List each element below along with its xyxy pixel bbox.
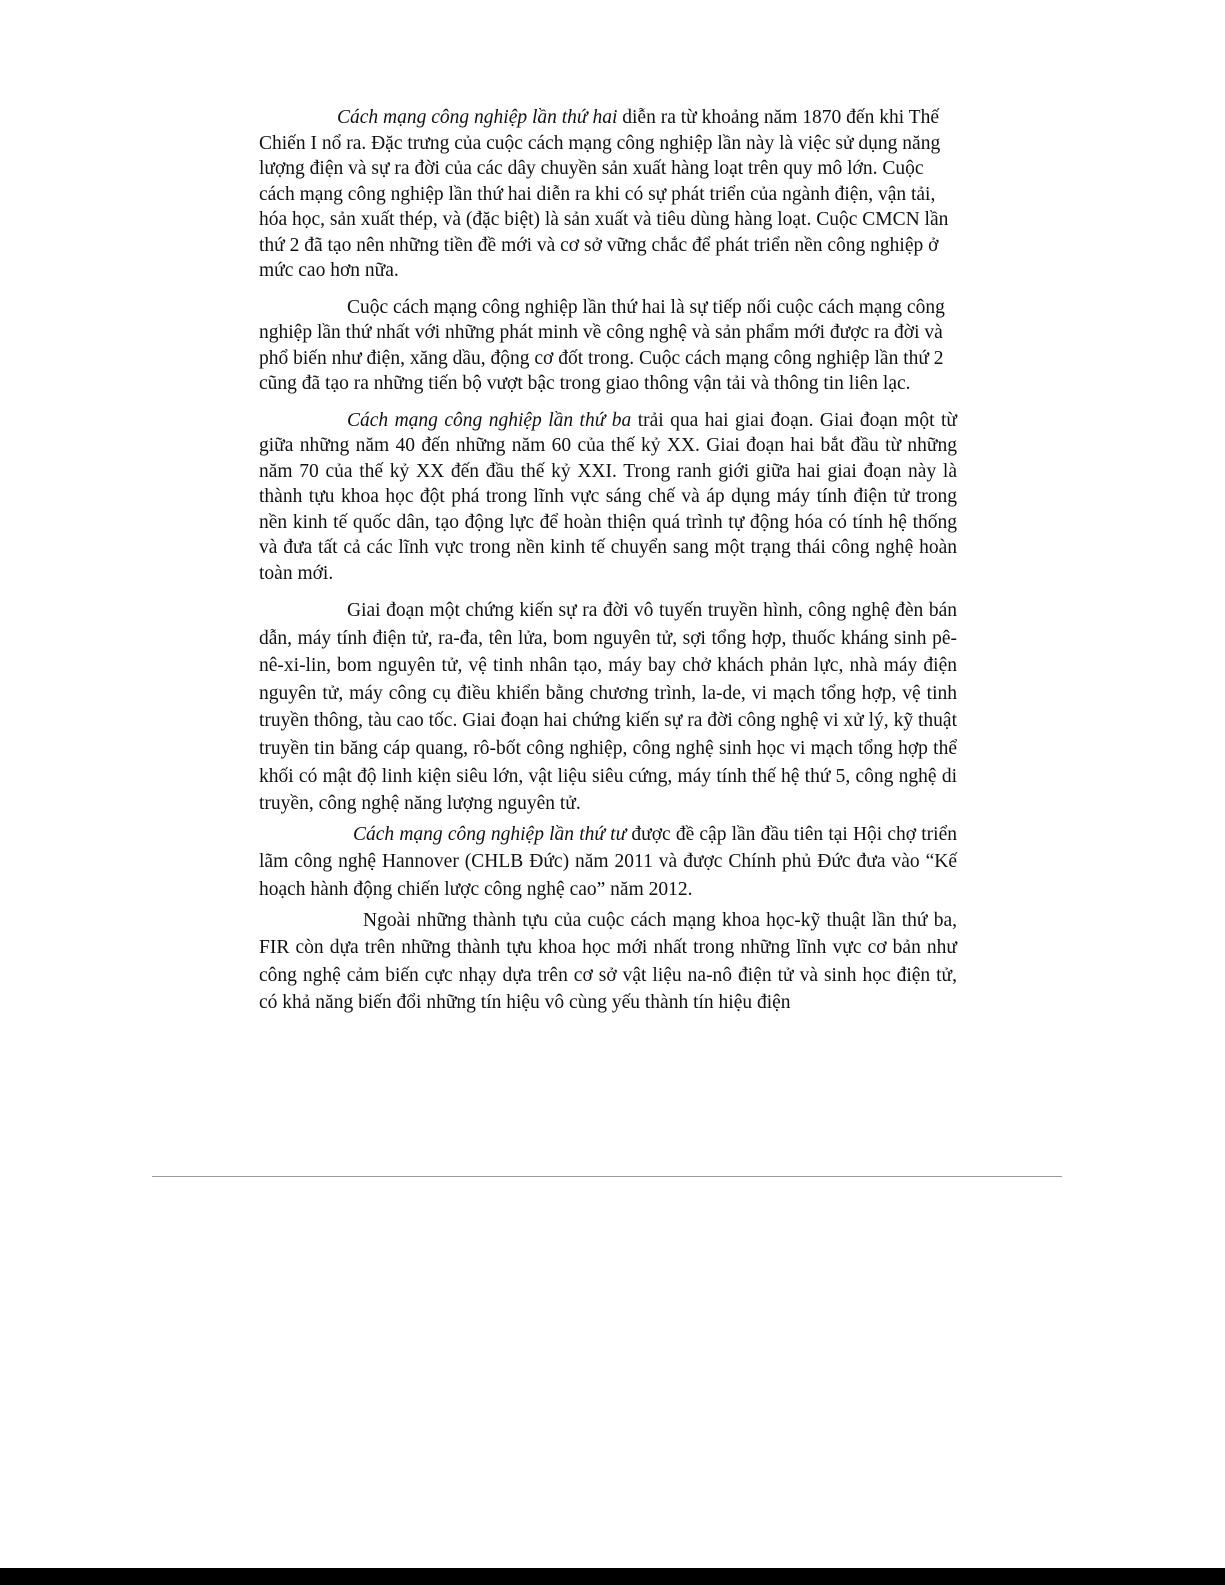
document-body — [259, 105, 957, 1017]
bottom-edge-band — [0, 1568, 1225, 1585]
paragraph-cmcn-3 — [259, 408, 957, 587]
paragraph-cmcn-2 — [259, 105, 957, 284]
paragraph-text: trải qua hai giai đoạn. Giai đoạn một từ giữa những năm 40 đến những năm 60 của thế kỷ XX. Giai đoạn hai bắt đầu từ những năm 70 của thế kỷ XX đến đầu thế kỷ XXI. Trong ranh giới giữa hai giai đoạn này là thành tựu khoa học đột phá trong lĩnh vực sáng chế và áp dụng máy tính điện tử trong nền kinh tế quốc dân, tạo động lực để hoàn thiện quá trình tự động hóa có tính hệ thống và đưa tất cả các lĩnh vực trong nền kinh tế chuyển sang một trạng thái công nghệ hoàn toàn mới. — [259, 409, 957, 584]
paragraph-cmcn-3-stages — [259, 597, 957, 818]
paragraph-lead-italic: Cách mạng công nghiệp lần thứ hai — [337, 107, 618, 128]
page-break-divider — [152, 1176, 1062, 1177]
paragraph-lead-italic: Cách mạng công nghiệp lần thứ tư — [353, 823, 627, 845]
paragraph-text: Cuộc cách mạng công nghiệp lần thứ hai là sự tiếp nối cuộc cách mạng công nghiệp lần thứ nhất với những phát minh về công nghệ và sản phẩm mới được ra đời và phổ biến như điện, xăng dầu, động cơ đốt trong. Cuộc cách mạng công nghiệp lần thứ 2 cũng đã tạo ra những tiến bộ vượt bậc trong giao thông vận tải và thông tin liên lạc. — [259, 296, 945, 394]
paragraph-cmcn-4 — [259, 821, 957, 904]
paragraph-lead-italic: Cách mạng công nghiệp lần thứ ba — [347, 409, 632, 431]
paragraph-text: được đề cập lần đầu tiên tại Hội chợ triển lãm công nghệ Hannover (CHLB Đức) năm 2011 và được Chính phủ Đức đưa vào “Kế hoạch hành động chiến lược công nghệ cao” năm 2012. — [259, 823, 957, 900]
paragraph-text: Ngoài những thành tựu của cuộc cách mạng khoa học-kỹ thuật lần thứ ba, FIR còn dựa trên những thành tựu khoa học mới nhất trong những lĩnh vực cơ bản như công nghệ cảm biến cực nhạy dựa trên cơ sở vật liệu na-nô điện tử và sinh học điện tử, có khả năng biến đổi những tín hiệu vô cùng yếu thành tín hiệu điện — [259, 909, 957, 1014]
paragraph-text: diễn ra từ khoảng năm 1870 đến khi Thế Chiến I nổ ra. Đặc trưng của cuộc cách mạng công nghiệp lần này là việc sử dụng năng lượng điện và sự ra đời của các dây chuyền sản xuất hàng loạt trên quy mô lớn. Cuộc cách mạng công nghiệp lần thứ hai diễn ra khi có sự phát triển của ngành điện, vận tải, hóa học, sản xuất thép, và (đặc biệt) là sản xuất và tiêu dùng hàng loạt. Cuộc CMCN lần thứ 2 đã tạo nên những tiền đề mới và cơ sở vững chắc để phát triển nền công nghiệp ở mức cao hơn nữa. — [259, 107, 949, 281]
paragraph-text: Giai đoạn một chứng kiến sự ra đời vô tuyến truyền hình, công nghệ đèn bán dẫn, máy tính điện tử, ra-đa, tên lửa, bom nguyên tử, sợi tổng hợp, thuốc kháng sinh pê-nê-xi-lin, bom nguyên tử, vệ tinh nhân tạo, máy bay chở khách phản lực, nhà máy điện nguyên tử, máy công cụ điều khiển bằng chương trình, la-de, vi mạch tổng hợp, vệ tinh truyền thông, tàu cao tốc. Giai đoạn hai chứng kiến sự ra đời công nghệ vi xử lý, kỹ thuật truyền tin băng cáp quang, rô-bốt công nghiệp, công nghệ sinh học vi mạch tổng hợp thể khối có mật độ linh kiện siêu lớn, vật liệu siêu cứng, máy tính thế hệ thứ 5, công nghệ di truyền, công nghệ năng lượng nguyên tử. — [259, 600, 957, 815]
paragraph-cmcn-2-continuation — [259, 295, 957, 397]
paragraph-fir — [259, 907, 957, 1017]
